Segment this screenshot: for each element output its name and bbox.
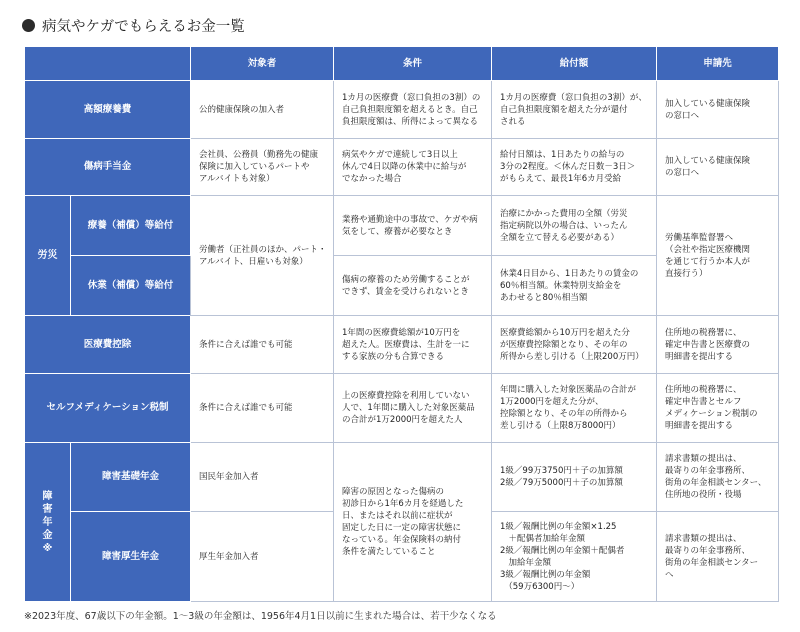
text-line: の窓口へ <box>665 168 700 178</box>
text-line: 自己負担限度額を超えるとき。自己 <box>342 104 478 115</box>
text-line: 労働基準監督署へ <box>665 232 734 243</box>
table-row <box>25 139 779 196</box>
text-line: 日、またはそれ以前に症状が <box>342 511 453 521</box>
text-line: 負担限度額は、所得によって異なる <box>342 116 479 127</box>
cell-amount <box>492 443 657 512</box>
cell-amount <box>492 316 657 374</box>
cell-amount <box>492 196 657 256</box>
cell-apply <box>657 81 779 139</box>
header-apply: 申請先 <box>657 47 779 81</box>
text-line: 2級／79万5000円＋子の加算額 <box>500 478 623 488</box>
text-line: 障 <box>42 490 53 502</box>
text-line: なっている。年金保険料の納付 <box>342 535 462 545</box>
text-line: 差し引ける（上限8万8000円） <box>500 421 621 431</box>
text-line: 請求書類の提出は、 <box>665 454 742 464</box>
text-line: 自己負担限度額を超えた分が還付 <box>500 104 628 115</box>
text-line: 3級／報酬比例の年金額 <box>500 569 591 580</box>
cell-target: 条件に合えば誰でも可能 <box>191 374 334 443</box>
text-line: 条件を満たしていること <box>342 547 436 557</box>
group-label-shougai <box>25 443 71 602</box>
header-target: 対象者 <box>191 47 334 81</box>
cell-target <box>191 139 334 196</box>
text-line: 加入している健康保険 <box>665 98 751 109</box>
cell-condition <box>334 443 492 602</box>
text-line: 年間に購入した対象医薬品の合計が <box>500 385 637 395</box>
row-label-ryouyou: 療養（補償）等給付 <box>71 196 191 256</box>
text-line: 1カ月の医療費（窓口負担の3割）の <box>342 92 481 103</box>
text-line: 住所地の税務署に、 <box>665 385 742 395</box>
text-line: 保険に加入しているパートや <box>199 162 310 172</box>
text-line: 金 <box>42 529 53 541</box>
cell-condition <box>334 374 492 443</box>
table-row <box>25 316 779 374</box>
text-line: 年 <box>42 516 53 528</box>
cell-target: 国民年金加入者 <box>191 443 334 512</box>
header-condition: 条件 <box>334 47 492 81</box>
text-line: 請求書類の提出は、 <box>665 533 742 544</box>
table-row <box>25 196 779 256</box>
cell-target <box>191 196 334 316</box>
footnote: ※2023年度、67歳以下の年金額。1～3級の年金額は、1956年4月1日以前に生まれた場合は、若干少なくなる <box>24 611 497 622</box>
text-line: ※ <box>42 542 53 554</box>
row-label-shoubyou: 傷病手当金 <box>25 139 191 196</box>
text-line: 害 <box>42 503 53 515</box>
text-line: 1カ月の医療費（窓口負担の3割）が、 <box>500 92 647 103</box>
text-line: 1級／99万3750円＋子の加算額 <box>500 466 623 476</box>
text-line: がもらえて、最長1年6カ月受給 <box>500 174 622 184</box>
text-line: 加給年金額 <box>500 557 552 568</box>
text-line: ＋配偶者加給年金額 <box>500 533 586 544</box>
cell-condition <box>334 196 492 256</box>
text-line: アルバイトも対象） <box>199 174 275 184</box>
text-line: あわせると80％相当額 <box>500 292 588 303</box>
text-line: 街角の年金相談センター、 <box>665 478 767 488</box>
text-line: 指定病院以外の場合は、いったん <box>500 220 628 231</box>
text-line: 全額を立て替える必要がある） <box>500 232 620 243</box>
text-line: 60％相当額。休業特別支給金を <box>500 280 622 291</box>
header-corner <box>25 47 191 81</box>
text-line: （会社や指定医療機関 <box>665 244 751 255</box>
cell-target: 条件に合えば誰でも可能 <box>191 316 334 374</box>
text-line: へ <box>665 569 674 580</box>
text-line: する家族の分も合算できる <box>342 351 445 362</box>
text-line: 休業4日目から、1日あたりの賃金の <box>500 268 639 279</box>
text-line: 労働者（正社員のほか、パート・ <box>199 244 327 255</box>
cell-apply <box>657 512 779 602</box>
text-line: 1年間の医療費総額が10万円を <box>342 327 461 338</box>
text-line: 住所地の税務署に、 <box>665 327 742 338</box>
text-line: 業務や通勤途中の事故で、ケガや病 <box>342 214 478 225</box>
text-line: 所得から差し引ける（上限200万円） <box>500 351 644 362</box>
text-line: 病気やケガで連続して3日以上 <box>342 150 458 160</box>
text-line: 確定申告書と医療費の <box>665 339 751 350</box>
text-line: 固定した日に一定の障害状態に <box>342 523 462 533</box>
text-line: 加入している健康保険 <box>665 156 751 166</box>
cell-condition <box>334 139 492 196</box>
text-line: 障害の原因となった傷病の <box>342 487 445 497</box>
text-line: アルバイト、日雇いも対象） <box>199 256 308 267</box>
text-line: 超えた人。医療費は、生計を一に <box>342 339 470 350</box>
text-line: 1級／報酬比例の年金額×1.25 <box>500 521 617 532</box>
text-line: 医療費総額から10万円を超えた分 <box>500 327 630 338</box>
text-line: 上の医療費控除を利用していない <box>342 391 470 401</box>
text-line: 2級／報酬比例の年金額＋配偶者 <box>500 545 625 556</box>
text-line: を通じて行うか本人が <box>665 256 751 267</box>
table-row <box>25 374 779 443</box>
text-line: （59万6300円～） <box>500 581 580 592</box>
text-line: 給付日額は、1日あたりの給与の <box>500 150 625 160</box>
text-line: 気をして、療養が必要なとき <box>342 226 453 237</box>
text-line: 住所地の役所・役場 <box>665 490 742 500</box>
bullet-icon <box>22 19 35 32</box>
text-line: 街角の年金相談センター <box>665 557 759 568</box>
header-row <box>25 47 779 81</box>
text-line: メディケーション税制の <box>665 409 758 419</box>
cell-condition <box>334 316 492 374</box>
cell-amount <box>492 81 657 139</box>
text-line: 明細書を提出する <box>665 351 734 362</box>
text-line: 会社員、公務員（勤務先の健康 <box>199 150 319 160</box>
cell-apply <box>657 139 779 196</box>
page-title <box>22 15 245 36</box>
cell-condition <box>334 256 492 316</box>
text-line: の合計が1万2000円を超えた人 <box>342 415 463 425</box>
text-line: が医療費控除額となり、その年の <box>500 339 628 350</box>
row-label-kyuugyou: 休業（補償）等給付 <box>71 256 191 316</box>
cell-amount <box>492 256 657 316</box>
text-line: 治療にかかった費用の全額（労災 <box>500 208 628 219</box>
text-line: 直接行う） <box>665 268 708 279</box>
text-line: 最寄りの年金事務所、 <box>665 466 751 476</box>
cell-target: 厚生年金加入者 <box>191 512 334 602</box>
text-line: できず、賃金を受けられないとき <box>342 286 469 297</box>
benefits-table <box>24 46 779 602</box>
text-line: でなかった場合 <box>342 174 402 184</box>
cell-amount <box>492 374 657 443</box>
text-line: 傷病の療養のため労働することが <box>342 274 470 285</box>
text-line: 休んで4日以降の休業中に給与が <box>342 162 467 172</box>
text-line: 1万2000円を超えた分が、 <box>500 397 604 407</box>
row-label-selfmed: セルフメディケーション税制 <box>25 374 191 443</box>
cell-amount <box>492 139 657 196</box>
table-row <box>25 443 779 512</box>
text-line: される <box>500 116 526 127</box>
page-title-text: 病気やケガでもらえるお金一覧 <box>42 19 245 35</box>
row-label-kousei: 障害厚生年金 <box>71 512 191 602</box>
cell-apply <box>657 316 779 374</box>
row-label-kiso: 障害基礎年金 <box>71 443 191 512</box>
row-label-kougaku: 高額療養費 <box>25 81 191 139</box>
text-line: 人で、1年間に購入した対象医薬品 <box>342 403 475 413</box>
table-row <box>25 81 779 139</box>
cell-amount <box>492 512 657 602</box>
cell-apply <box>657 374 779 443</box>
text-line: 3分の2程度。＜休んだ日数－3日＞ <box>500 162 636 172</box>
row-label-iryouhi: 医療費控除 <box>25 316 191 374</box>
text-line: 控除額となり、その年の所得から <box>500 409 628 419</box>
text-line: 明細書を提出する <box>665 421 734 431</box>
header-amount: 給付額 <box>492 47 657 81</box>
text-line: 確定申告書とセルフ <box>665 397 742 407</box>
text-line: の窓口へ <box>665 110 700 121</box>
cell-apply <box>657 443 779 512</box>
cell-apply <box>657 196 779 316</box>
group-label-rousai: 労災 <box>25 196 71 316</box>
cell-condition <box>334 81 492 139</box>
text-line: 初診日から1年6カ月を経過した <box>342 499 464 509</box>
cell-target: 公的健康保険の加入者 <box>191 81 334 139</box>
text-line: 最寄りの年金事務所、 <box>665 545 751 556</box>
